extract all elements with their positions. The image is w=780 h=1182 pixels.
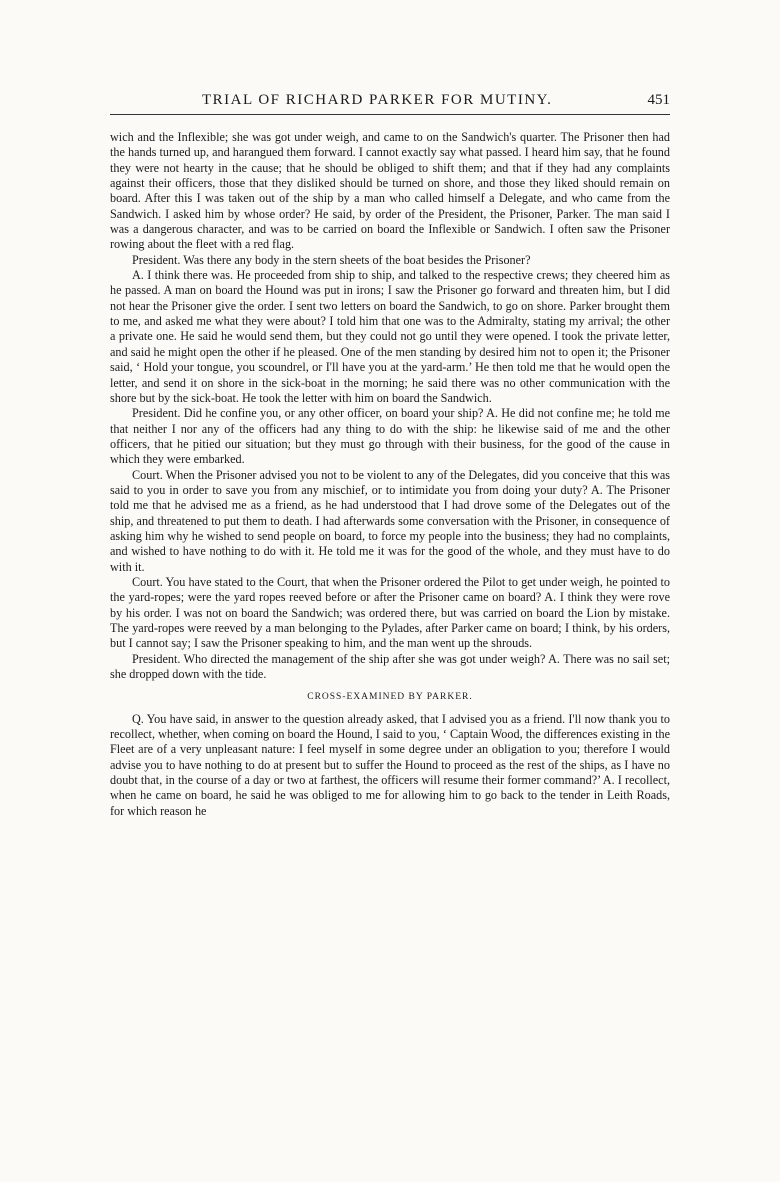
paragraph: President. Did he confine you, or any other officer, on board your ship? A. He did not confine me; he told me that neither I nor any of the officers had any thing to do with the ship: he likewise said of me and the other officers, that he pitied our situation; but they must go through with their business, for the good of the cause in which they were embarked. xyxy=(110,406,670,467)
paragraph: President. Was there any body in the stern sheets of the boat besides the Prisoner? xyxy=(132,252,531,267)
paragraph: A. I think there was. He proceeded from ship to ship, and talked to the respective crews; they cheered him as he passed. A man on board the Hound was put in irons; I saw the Prisoner go forward and threaten him, but I did not hear the Prisoner give the order. I sent two letters on board the Sandwich, to go on shore. Parker brought them to me, and asked me what they were about? I told him that one was to the Admiralty, stating my arrival; the other a private one. He said he would send them, but they could not go until they were opened. I took the private letter, and said he might open the other if he pleased. One of the men standing by desired him not to open it; the Prisoner said, ‘ Hold your tongue, you scoundrel, or I'll have you at the yard-arm.’ He then told me that he would open the letter, and send it on shore in the sick-boat in the morning; he said there was no other communication with the shore but by the sick-boat. He took the letter with him on board the Sandwich. xyxy=(110,268,670,405)
page-body xyxy=(110,130,670,819)
paragraph: Court. When the Prisoner advised you not to be violent to any of the Delegates, did you conceive that this was said to you in order to save you from any mischief, or to intimidate you from doing your duty? A. The Prisoner told me that he advised me as a friend, as he had understood that I had drove some of the Delegates out of the ship, and threatened to put them to death. I had afterwards some conversation with the Prisoner, in consequence of asking him why he wished to send people on board, to force my people into the business; they had no complaints, and wished to have nothing to do with it. He told me it was for the good of the whole, and they must have to do with it. xyxy=(110,467,670,574)
paragraph: wich and the Inflexible; she was got under weigh, and came to on the Sandwich's quarter. The Prisoner then had the hands turned up, and harangued them forward. I cannot exactly say what passed. I heard him say, that he found they were not hearty in the cause; that he should be obliged to shift them; and that if they had any complaints against their officers, those that they disliked should be turned on shore, and those they liked should remain on board. After this I was taken out of the ship by a man who called himself a Delegate, and who came from the Sandwich. I asked him by whose order? He said, by order of the President, the Prisoner, Parker. The man said I was a dangerous character, and was to be carried on board the Inflexible or Sandwich. I often saw the Prisoner rowing about the fleet with a red flag. xyxy=(110,130,670,252)
page-number: 451 xyxy=(647,92,670,108)
running-title: TRIAL OF RICHARD PARKER FOR MUTINY. xyxy=(202,92,553,108)
paragraph: Q. You have said, in answer to the question already asked, that I advised you as a friend. I'll now thank you to recollect, whether, when coming on board the Hound, I said to you, ‘ Captain Wood, the differences existing in the Fleet are of a very unpleasant nature: I feel myself in some degree under an obligation to you; therefore I would advise you to have nothing to do at present but to suffer the Hound to proceed as the rest of the ships, as I have no doubt that, in the course of a day or two at farthest, the officers will resume their former command?’ A. I recollect, when he came on board, he said he was obliged to me for allowing him to go back to the tender in Leith Roads, for which reason he xyxy=(110,711,670,818)
paragraph: President. Who directed the management of the ship after she was got under weigh? A. There was no sail set; she dropped down with the tide. xyxy=(110,651,670,682)
paragraph: Court. You have stated to the Court, that when the Prisoner ordered the Pilot to get under weigh, he pointed to the yard-ropes; were the yard ropes reeved before or after the Prisoner came on board? A. I think they were rove by his order. I was not on board the Sandwich; was ordered there, but was carried on board the Lion by mistake. The yard-ropes were reeved by a man belonging to the Pylades, after Parker came on board; I think, by his orders, but I cannot say; I saw the Prisoner speaking to him, and the man went up the shrouds. xyxy=(110,574,670,651)
section-subhead: CROSS-EXAMINED BY PARKER. xyxy=(307,692,473,703)
page-header xyxy=(110,92,670,115)
